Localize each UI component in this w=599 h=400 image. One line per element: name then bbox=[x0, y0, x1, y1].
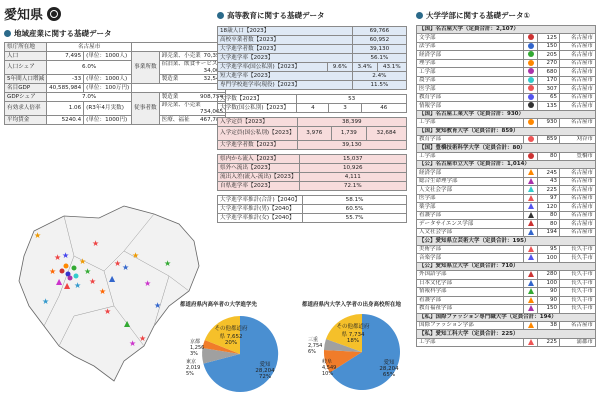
section-heading bbox=[416, 10, 596, 21]
faculty-city: 長久手市 bbox=[560, 305, 596, 314]
bullet-icon bbox=[4, 30, 11, 37]
faculty-city: 名古屋市 bbox=[560, 51, 596, 60]
faculty-name: 日本文化学部 bbox=[417, 279, 524, 288]
faculty-marker-icon bbox=[524, 279, 538, 288]
faculty-capacity: 245 bbox=[538, 169, 560, 178]
svg-text:★: ★ bbox=[79, 257, 87, 266]
faculty-name: 法学部 bbox=[417, 42, 524, 51]
faculty-capacity: 43 bbox=[538, 177, 560, 186]
faculty-capacity: 225 bbox=[538, 186, 560, 195]
faculty-city: 名古屋市 bbox=[560, 186, 596, 195]
prefecture-emblem-icon bbox=[47, 7, 61, 21]
faculty-name: 国際ファッション学部 bbox=[417, 321, 524, 330]
higher-education-section bbox=[217, 10, 407, 223]
faculty-name: 音楽学部 bbox=[417, 254, 524, 263]
faculty-marker-icon bbox=[524, 288, 538, 297]
svg-text:▲: ▲ bbox=[124, 319, 131, 328]
faculty-marker-icon bbox=[524, 254, 538, 263]
faculty-name: 総合生命理学部 bbox=[417, 177, 524, 186]
map-svg bbox=[4, 196, 209, 396]
faculty-city: 長久手市 bbox=[560, 245, 596, 254]
faculty-name: 薬学部 bbox=[417, 203, 524, 212]
faculty-capacity: 100 bbox=[538, 279, 560, 288]
faculty-table bbox=[416, 25, 596, 347]
svg-text:★: ★ bbox=[34, 231, 42, 240]
faculty-name: 工学部 bbox=[417, 119, 524, 128]
faculty-name: 工学部 bbox=[417, 68, 524, 77]
faculty-row bbox=[417, 203, 596, 212]
faculty-name: 教育福祉学部 bbox=[417, 305, 524, 314]
faculty-city: 豊橋市 bbox=[560, 152, 596, 161]
label-cell: 有効求人倍率 bbox=[5, 102, 47, 116]
svg-text:★: ★ bbox=[62, 251, 70, 260]
svg-text:★: ★ bbox=[132, 251, 140, 260]
faculty-capacity: 100 bbox=[538, 254, 560, 263]
faculty-marker-icon bbox=[524, 34, 538, 43]
faculty-capacity: 680 bbox=[538, 68, 560, 77]
faculty-name: 情報学部 bbox=[417, 102, 524, 111]
faculty-city: 名古屋市 bbox=[560, 93, 596, 102]
faculty-marker-icon bbox=[524, 85, 538, 94]
faculty-name: 美術学部 bbox=[417, 245, 524, 254]
faculty-marker-icon bbox=[524, 152, 538, 161]
faculty-city: 刈谷市 bbox=[560, 135, 596, 144]
value-cell: -33 bbox=[47, 75, 84, 84]
industry-table: 県庁所在地 名古屋市 人口 7,495 (単位：1000人) 事業所数 卸売業、小売業 70,359 人口シェア 6.0% 宿泊業、飲食サービス業 34,004 5年間人口増減 -33 (単位：1000人) 製造業 32,549 名目GDP 40,585,984 (単位：100万円) GDPシェア 7.0% 従事者数 製造業 908,754 有効求人倍率 1.06 (R3年4月実数) 卸売業、小売業 734,065 平均賃金 5240.4 (単位：1000円) 医療、福祉 467,788 bbox=[4, 42, 226, 125]
faculty-name: 医学部 bbox=[417, 85, 524, 94]
faculty-capacity: 280 bbox=[538, 271, 560, 280]
section-heading bbox=[217, 10, 407, 21]
faculty-name: 経済学部 bbox=[417, 169, 524, 178]
faculty-city: 名古屋市 bbox=[560, 211, 596, 220]
pie-label: 愛知 28,204 72% bbox=[255, 362, 275, 380]
university-faculty-section bbox=[416, 10, 596, 347]
faculty-capacity: 859 bbox=[538, 135, 560, 144]
faculty-row bbox=[417, 220, 596, 229]
label-cell: 県庁所在地 bbox=[5, 43, 47, 52]
svg-text:★: ★ bbox=[122, 263, 130, 272]
faculty-row bbox=[417, 177, 596, 186]
faculty-row bbox=[417, 152, 596, 161]
pie-label: その他都道府県 7,734 18% bbox=[336, 324, 370, 344]
faculty-marker-icon bbox=[524, 119, 538, 128]
value-cell: 1.06 bbox=[47, 102, 84, 116]
faculty-name: 教育学部 bbox=[417, 93, 524, 102]
faculty-city: 名古屋市 bbox=[560, 42, 596, 51]
value-cell: 40,585,984 bbox=[47, 84, 84, 93]
faculty-city: 名古屋市 bbox=[560, 59, 596, 68]
faculty-marker-icon bbox=[524, 42, 538, 51]
svg-text:▲: ▲ bbox=[109, 274, 116, 283]
faculty-city: 名古屋市 bbox=[560, 169, 596, 178]
university-header: 【公】名古屋市立大学（定員合計：1,014） bbox=[417, 161, 596, 169]
label-cell: 5年間人口増減 bbox=[5, 75, 47, 84]
faculty-row bbox=[417, 135, 596, 144]
university-header: 【公】愛知県立大学（定員合計：710） bbox=[417, 262, 596, 270]
pie-title: 都道府県内大学入学者の出身高校所在地 bbox=[302, 302, 402, 308]
pie-label: 三重 2,754 6% bbox=[308, 337, 323, 355]
faculty-row bbox=[417, 59, 596, 68]
faculty-row bbox=[417, 102, 596, 111]
bullet-icon bbox=[416, 12, 423, 19]
faculty-row bbox=[417, 85, 596, 94]
faculty-name: 教育学部 bbox=[417, 135, 524, 144]
faculty-row bbox=[417, 279, 596, 288]
faculty-row bbox=[417, 305, 596, 314]
unit-cell: (単位：1000人) bbox=[84, 52, 132, 61]
label-cell: GDPシェア bbox=[5, 93, 47, 102]
faculty-row bbox=[417, 228, 596, 237]
faculty-marker-icon bbox=[524, 338, 538, 347]
faculty-row bbox=[417, 296, 596, 305]
faculty-capacity: 95 bbox=[538, 245, 560, 254]
faculty-city: 蒲郡市 bbox=[560, 338, 596, 347]
unit-cell: (単位：1000人) bbox=[84, 75, 132, 84]
faculty-row bbox=[417, 51, 596, 60]
faculty-city: 名古屋市 bbox=[560, 102, 596, 111]
faculty-name: 看護学部 bbox=[417, 211, 524, 220]
faculty-capacity: 270 bbox=[538, 59, 560, 68]
svg-text:★: ★ bbox=[139, 334, 147, 343]
prefecture-map bbox=[4, 196, 209, 396]
faculty-row bbox=[417, 338, 596, 347]
faculty-city: 長久手市 bbox=[560, 271, 596, 280]
faculty-row bbox=[417, 254, 596, 263]
university-header: 【私】国際ファッション専門職大学（定員合計：194） bbox=[417, 313, 596, 321]
faculty-capacity: 170 bbox=[538, 76, 560, 85]
prefecture-name: 愛知県 bbox=[4, 8, 44, 23]
svg-text:★: ★ bbox=[84, 267, 92, 276]
faculty-capacity: 80 bbox=[538, 220, 560, 229]
faculty-row bbox=[417, 34, 596, 43]
label-cell: 人口シェア bbox=[5, 61, 47, 75]
faculty-city: 名古屋市 bbox=[560, 194, 596, 203]
faculty-name: 工学部 bbox=[417, 338, 524, 347]
svg-text:★: ★ bbox=[154, 301, 162, 310]
svg-text:★: ★ bbox=[89, 277, 97, 286]
faculty-capacity: 135 bbox=[538, 102, 560, 111]
value-cell: 5240.4 bbox=[47, 116, 84, 125]
svg-text:★: ★ bbox=[74, 281, 82, 290]
faculty-city: 長久手市 bbox=[560, 279, 596, 288]
faculty-capacity: 307 bbox=[538, 85, 560, 94]
faculty-capacity: 80 bbox=[538, 152, 560, 161]
value-cell: 7,495 bbox=[47, 52, 84, 61]
faculty-city: 名古屋市 bbox=[560, 76, 596, 85]
faculty-row bbox=[417, 42, 596, 51]
label-cell: 平均賃金 bbox=[5, 116, 47, 125]
faculty-capacity: 125 bbox=[538, 34, 560, 43]
university-header: 【国】名古屋大学（定員合計：2,107） bbox=[417, 26, 596, 34]
faculty-capacity: 120 bbox=[538, 203, 560, 212]
faculty-marker-icon bbox=[524, 76, 538, 85]
faculty-row bbox=[417, 68, 596, 77]
faculty-capacity: 97 bbox=[538, 194, 560, 203]
svg-text:★: ★ bbox=[42, 297, 50, 306]
faculty-name: データサイエンス学部 bbox=[417, 220, 524, 229]
faculty-city: 名古屋市 bbox=[560, 177, 596, 186]
pie-chart-origin bbox=[302, 300, 422, 398]
faculty-capacity: 80 bbox=[538, 211, 560, 220]
faculty-city: 名古屋市 bbox=[560, 85, 596, 94]
faculty-city: 名古屋市 bbox=[560, 220, 596, 229]
faculty-capacity: 90 bbox=[538, 296, 560, 305]
faculty-capacity: 205 bbox=[538, 51, 560, 60]
faculty-capacity: 65 bbox=[538, 93, 560, 102]
faculty-name: 情報科学部 bbox=[417, 288, 524, 297]
faculty-city: 名古屋市 bbox=[560, 321, 596, 330]
faculty-name: 人文社会学部 bbox=[417, 228, 524, 237]
faculty-row bbox=[417, 245, 596, 254]
capacity-table: 入学定員【2023】 38,399 入学定員(国公私別)【2023】 3,976 1,739 32,684 大学進学者数【2023】 39,130 bbox=[217, 117, 407, 150]
faculty-city: 長久手市 bbox=[560, 288, 596, 297]
faculty-city: 長久手市 bbox=[560, 254, 596, 263]
faculty-row bbox=[417, 76, 596, 85]
faculty-row bbox=[417, 169, 596, 178]
university-header: 【公】愛知県立芸術大学（定員合計：195） bbox=[417, 237, 596, 245]
faculty-capacity: 150 bbox=[538, 42, 560, 51]
label-cell: 従事者数 bbox=[132, 93, 159, 125]
svg-text:★: ★ bbox=[144, 279, 152, 288]
faculty-city: 名古屋市 bbox=[560, 119, 596, 128]
faculty-marker-icon bbox=[524, 93, 538, 102]
pie-label: 愛知 28,204 65% bbox=[379, 360, 399, 378]
svg-text:★: ★ bbox=[99, 287, 107, 296]
prefecture-header bbox=[4, 4, 61, 23]
university-header: 【国】豊橋技術科学大学（定員合計：80） bbox=[417, 144, 596, 152]
regional-industry-section bbox=[4, 28, 224, 125]
faculty-name: 工学部 bbox=[417, 152, 524, 161]
faculty-marker-icon bbox=[524, 321, 538, 330]
pie-label: 岐阜 4,549 10% bbox=[322, 359, 337, 377]
svg-text:★: ★ bbox=[114, 259, 122, 268]
faculty-capacity: 150 bbox=[538, 305, 560, 314]
projection-table: 大学進学率推計(合計)【2040】 58.1% 大学進学率推計(男)【2040】 60.5% 大学進学率推計(女)【2040】 55.7% bbox=[217, 195, 407, 223]
svg-text:▲: ▲ bbox=[64, 281, 71, 290]
faculty-row bbox=[417, 321, 596, 330]
value-cell: 6.0% bbox=[47, 61, 132, 75]
faculty-row bbox=[417, 211, 596, 220]
faculty-row bbox=[417, 194, 596, 203]
unit-cell: (単位：1000円) bbox=[84, 116, 132, 125]
university-header: 【私】愛知工科大学（定員合計：225） bbox=[417, 330, 596, 338]
svg-text:▲: ▲ bbox=[56, 277, 63, 286]
faculty-marker-icon bbox=[524, 177, 538, 186]
svg-text:★: ★ bbox=[164, 259, 172, 268]
faculty-name: 理学部 bbox=[417, 59, 524, 68]
faculty-capacity: 38 bbox=[538, 321, 560, 330]
faculty-row bbox=[417, 271, 596, 280]
faculty-marker-icon bbox=[524, 203, 538, 212]
pie-label: 京都 1,256 3% bbox=[190, 339, 205, 357]
faculty-marker-icon bbox=[524, 102, 538, 111]
unit-cell: (R3年4月実数) bbox=[84, 102, 132, 116]
faculty-marker-icon bbox=[524, 305, 538, 314]
faculty-marker-icon bbox=[524, 194, 538, 203]
label-cell: 人口 bbox=[5, 52, 47, 61]
faculty-row bbox=[417, 93, 596, 102]
faculty-marker-icon bbox=[524, 135, 538, 144]
faculty-city: 名古屋市 bbox=[560, 68, 596, 77]
faculty-capacity: 225 bbox=[538, 338, 560, 347]
pie-title: 都道府県内高卒者の大学進学先 bbox=[180, 302, 258, 308]
university-header: 【国】愛知教育大学（定員合計：859） bbox=[417, 127, 596, 135]
pie-chart-destination bbox=[180, 300, 300, 398]
section-title: 大学学部に関する基礎データ① bbox=[426, 11, 530, 20]
svg-text:★: ★ bbox=[104, 307, 112, 316]
faculty-name: 看護学部 bbox=[417, 296, 524, 305]
value-cell: 7.0% bbox=[47, 93, 132, 102]
faculty-city: 名古屋市 bbox=[560, 203, 596, 212]
section-heading bbox=[4, 28, 214, 39]
faculty-name: 文学部 bbox=[417, 34, 524, 43]
faculty-city: 名古屋市 bbox=[560, 34, 596, 43]
value-cell: 名古屋市 bbox=[47, 43, 132, 52]
faculty-city: 長久手市 bbox=[560, 296, 596, 305]
faculty-name: 人文社会学部 bbox=[417, 186, 524, 195]
university-header: 【国】名古屋工業大学（定員合計：930） bbox=[417, 110, 596, 118]
faculty-marker-icon bbox=[524, 245, 538, 254]
flow-table: 県内から流入【2023】 15,037 県外へ流出【2023】 10,926 流出入差(流入-流出)【2023】 4,111 自県進学率【2023】 72.1% bbox=[217, 154, 407, 191]
education-table: 18歳人口【2023】 69,766 高校卒業者数【2023】 60,952 大学進学者数【2023】 39,130 大学進学率【2023】 56.1% 大学進学率(国公私別)【2023】 9.6% 3.4% 43.1% 短大進学率【2023】 2.4% 専門学校進学率(現役)【2023】 11.5% bbox=[217, 26, 407, 90]
faculty-marker-icon bbox=[524, 68, 538, 77]
faculty-marker-icon bbox=[524, 59, 538, 68]
faculty-row bbox=[417, 288, 596, 297]
section-title: 地域産業に関する基礎データ bbox=[14, 29, 112, 38]
faculty-row bbox=[417, 186, 596, 195]
faculty-marker-icon bbox=[524, 220, 538, 229]
faculty-marker-icon bbox=[524, 186, 538, 195]
bullet-icon bbox=[217, 12, 224, 19]
svg-text:★: ★ bbox=[129, 339, 137, 348]
faculty-marker-icon bbox=[524, 51, 538, 60]
label-cell: 事業所数 bbox=[132, 52, 159, 84]
faculty-name: 医学部 bbox=[417, 194, 524, 203]
faculty-row bbox=[417, 119, 596, 128]
pie-label: その他都道府県 7,652 20% bbox=[214, 326, 248, 346]
svg-text:★: ★ bbox=[49, 267, 57, 276]
pie-label: 東京 2,019 5% bbox=[186, 359, 201, 377]
faculty-marker-icon bbox=[524, 169, 538, 178]
faculty-name: 外国語学部 bbox=[417, 271, 524, 280]
faculty-marker-icon bbox=[524, 296, 538, 305]
faculty-capacity: 90 bbox=[538, 288, 560, 297]
faculty-capacity: 194 bbox=[538, 228, 560, 237]
faculty-marker-icon bbox=[524, 228, 538, 237]
faculty-city: 名古屋市 bbox=[560, 228, 596, 237]
section-title: 高等教育に関する基礎データ bbox=[227, 11, 325, 20]
faculty-marker-icon bbox=[524, 271, 538, 280]
svg-text:★: ★ bbox=[54, 253, 62, 262]
faculty-name: 経済学部 bbox=[417, 51, 524, 60]
unit-cell: (単位：100万円) bbox=[84, 84, 132, 93]
faculty-marker-icon bbox=[524, 211, 538, 220]
faculty-name: 農学部 bbox=[417, 76, 524, 85]
svg-text:★: ★ bbox=[92, 239, 100, 248]
label-cell: 名目GDP bbox=[5, 84, 47, 93]
university-count-table: 大学数【2023】 53 大学数(国公私別)【2023】 4 3 46 bbox=[217, 94, 407, 113]
faculty-capacity: 930 bbox=[538, 119, 560, 128]
